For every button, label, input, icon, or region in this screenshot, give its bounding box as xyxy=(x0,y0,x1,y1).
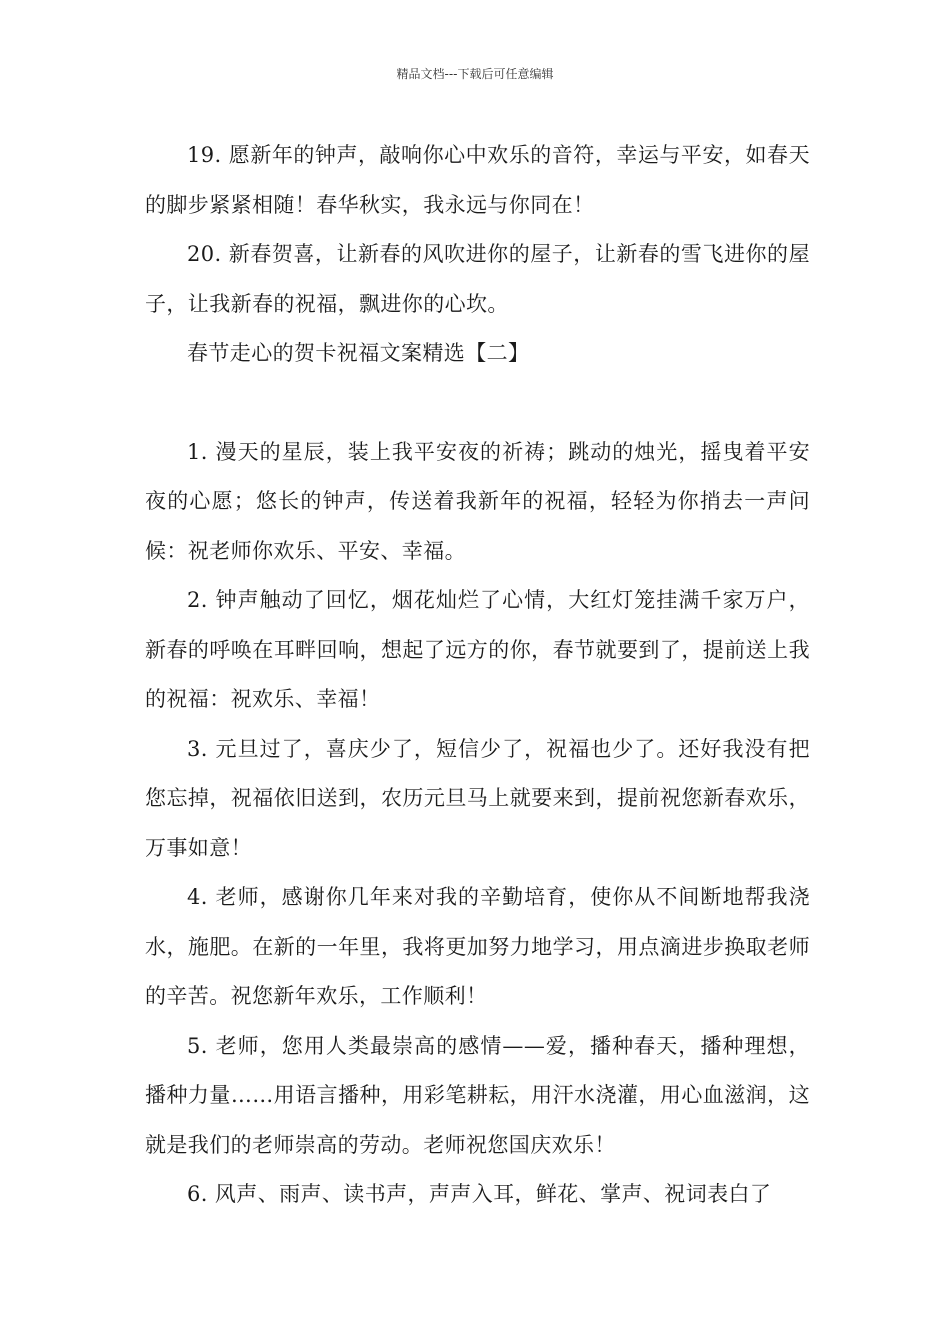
paragraph-4: 4. 老师，感谢你几年来对我的辛勤培育，使你从不间断地帮我浇水，施肥。在新的一年里，我将更加努力地学习，用点滴进步换取老师的辛苦。祝您新年欢乐，工作顺利！ xyxy=(145,885,810,1008)
paragraph-6: 6. 风声、雨声、读书声，声声入耳，鲜花、掌声、祝词表白了 xyxy=(187,1182,772,1206)
page-header: 精品文档---下载后可任意编辑 xyxy=(396,67,554,81)
paragraph-20: 20. 新春贺喜，让新春的风吹进你的屋子，让新春的雪飞进你的屋子，让我新春的祝福，飘进你的心坎。 xyxy=(145,242,810,316)
paragraph-2: 2. 钟声触动了回忆，烟花灿烂了心情，大红灯笼挂满千家万户，新春的呼唤在耳畔回响，想起了远方的你，春节就要到了，提前送上我的祝福：祝欢乐、幸福！ xyxy=(145,588,810,711)
paragraph-19: 19. 愿新年的钟声，敲响你心中欢乐的音符，幸运与平安，如春天的脚步紧紧相随！春华秋实，我永远与你同在！ xyxy=(145,143,810,217)
paragraph-3: 3. 元旦过了，喜庆少了，短信少了，祝福也少了。还好我没有把您忘掉，祝福依旧送到，农历元旦马上就要来到，提前祝您新春欢乐，万事如意！ xyxy=(145,736,810,860)
paragraph-1: 1. 漫天的星辰，装上我平安夜的祈祷；跳动的烛光，摇曳着平安夜的心愿；悠长的钟声，传送着我新年的祝福，轻轻为你捎去一声问候：祝老师你欢乐、平安、幸福。 xyxy=(145,439,810,563)
section-heading: 春节走心的贺卡祝福文案精选【二】 xyxy=(187,341,530,365)
paragraph-5: 5. 老师，您用人类最崇高的感情——爱，播种春天，播种理想，播种力量……用语言播种，用彩笔耕耘，用汗水浇灌，用心血滋润，这就是我们的老师崇高的劳动。老师祝您国庆欢乐！ xyxy=(145,1033,810,1157)
document-body xyxy=(145,131,810,1220)
